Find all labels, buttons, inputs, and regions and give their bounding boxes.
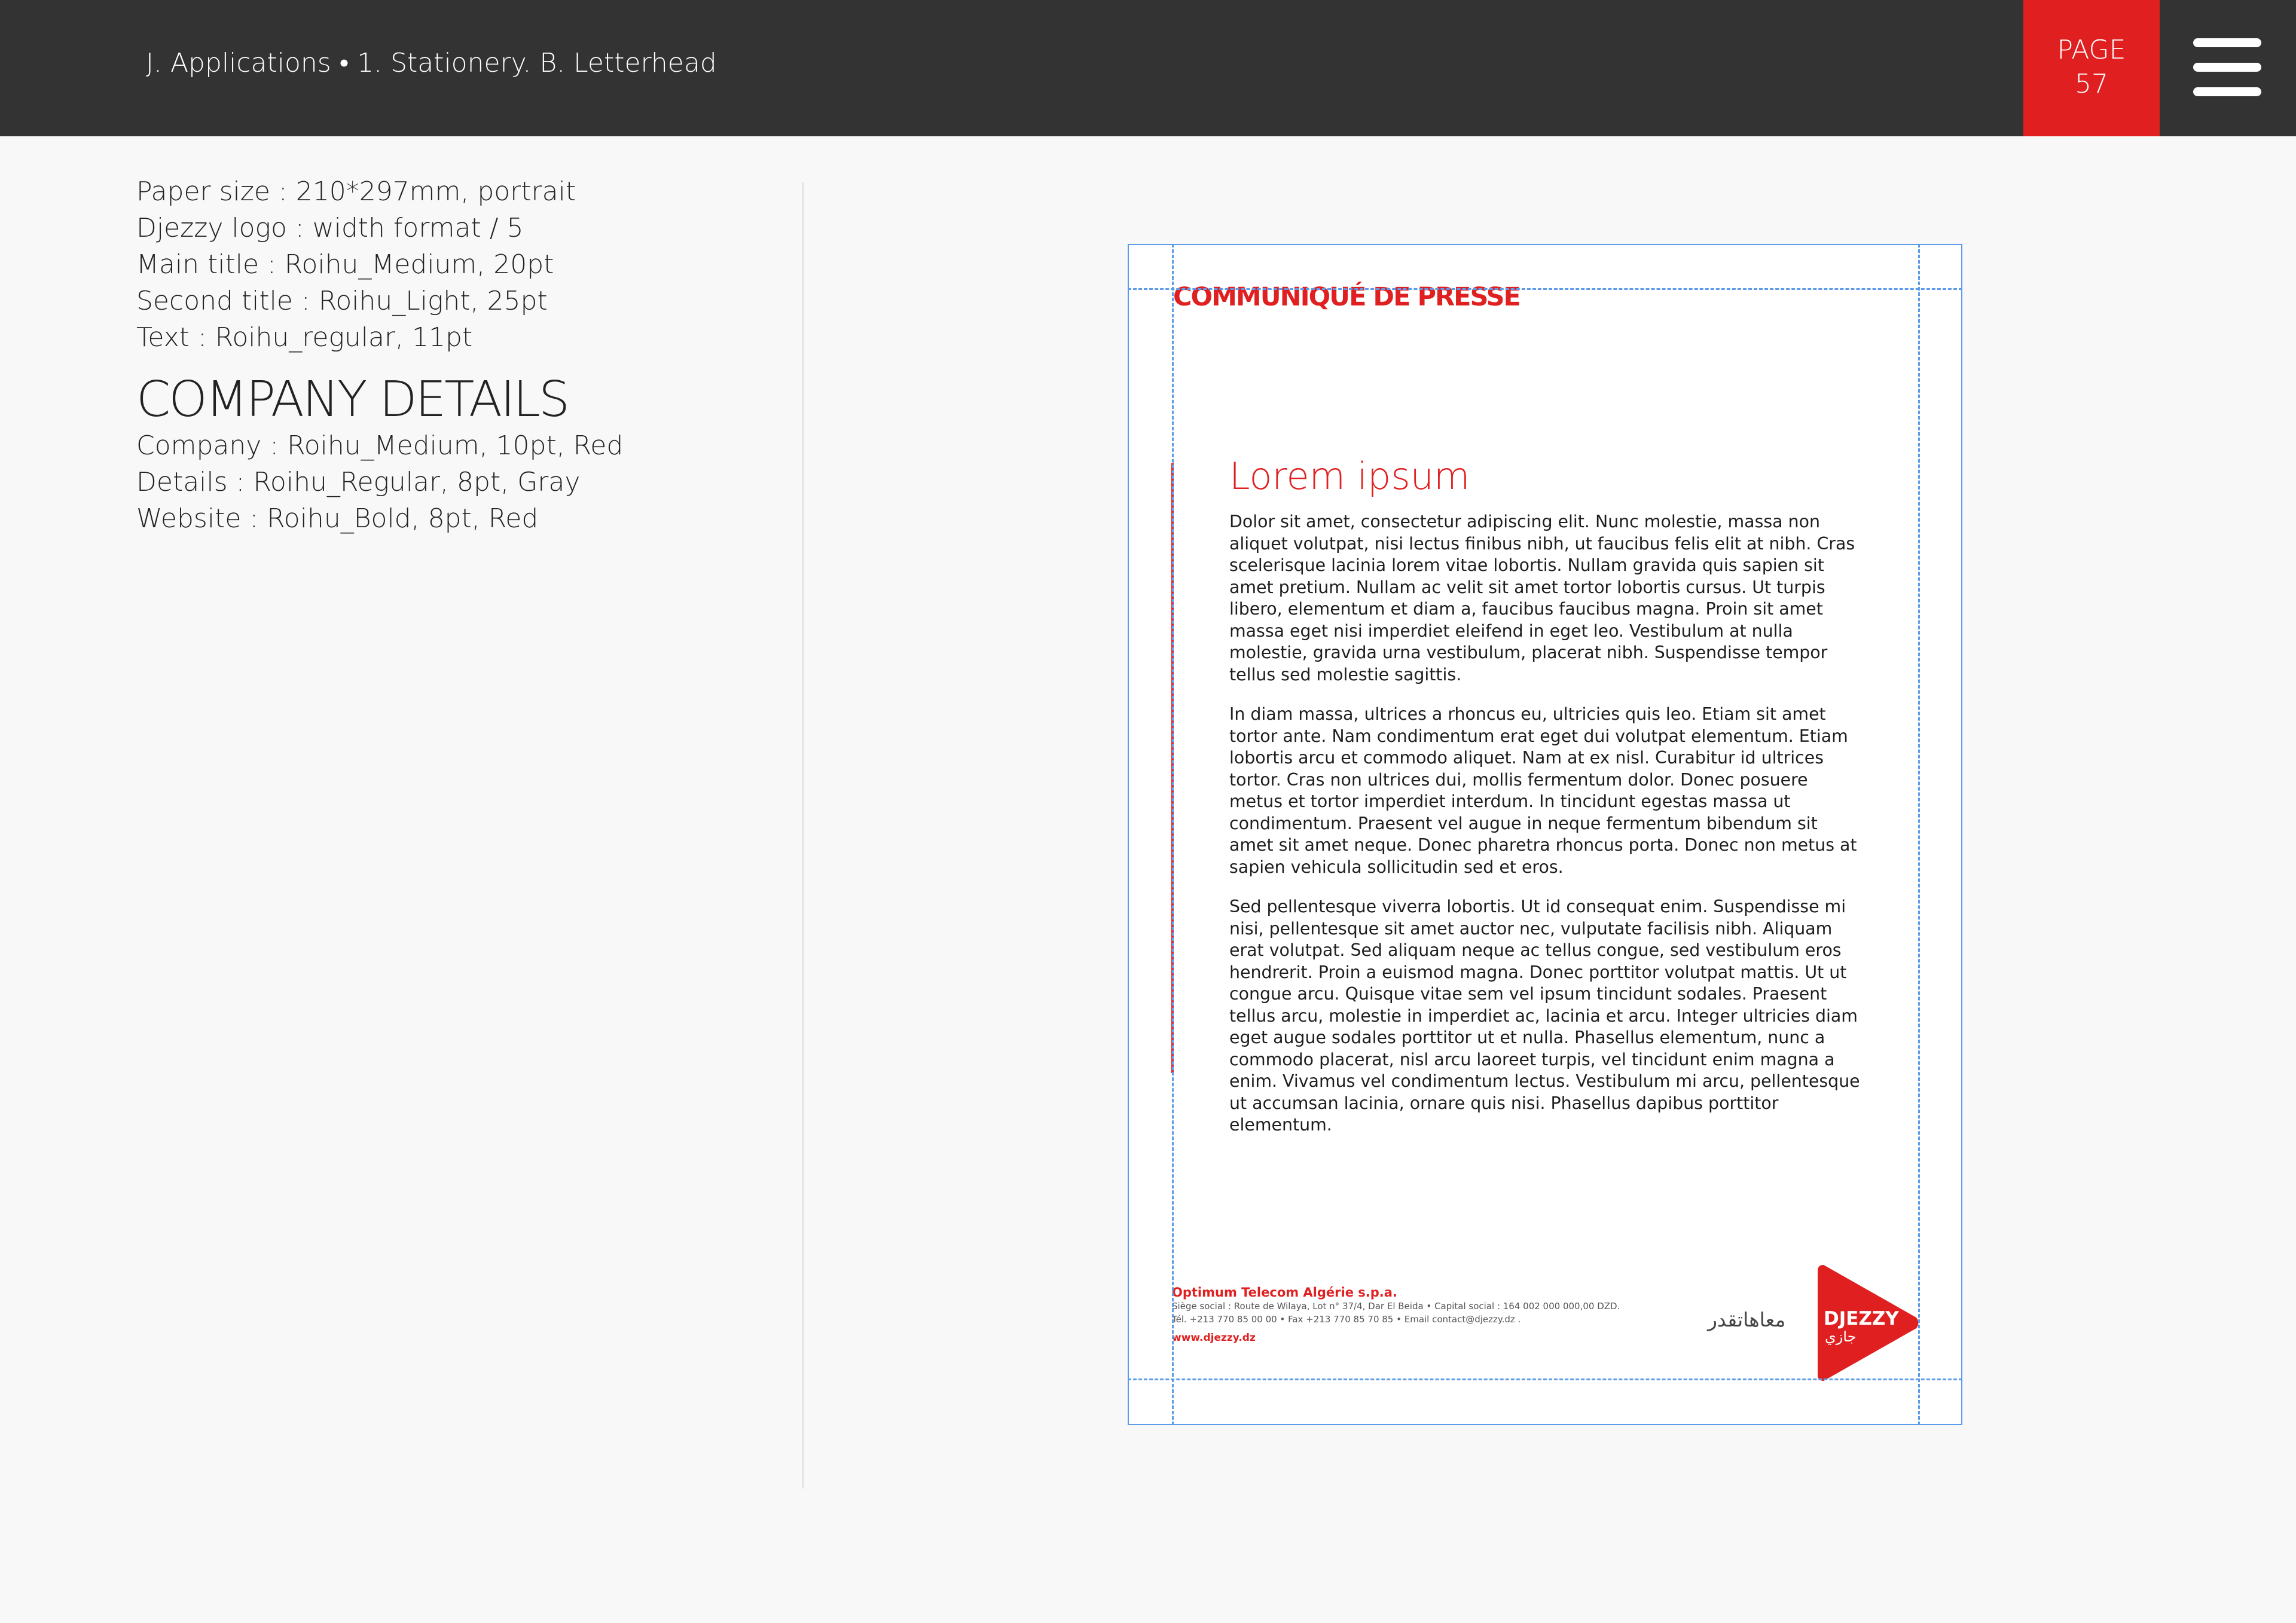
spec-company: Company : Roihu_Medium, 10pt, Red: [136, 430, 624, 461]
arabic-tagline: معاهاتقدر: [1708, 1308, 1786, 1331]
spec-website: Website : Roihu_Bold, 8pt, Red: [136, 503, 539, 534]
spec-logo: Djezzy logo : width format / 5: [136, 213, 524, 243]
company-website: www.djezzy.dz: [1172, 1332, 1256, 1344]
page-label: PAGE: [2057, 35, 2126, 65]
company-name: Optimum Telecom Algérie s.p.a.: [1172, 1285, 1397, 1300]
company-contact: Tél. +213 770 85 00 00 • Fax +213 770 85 70 85 • Email contact@djezzy.dz .: [1172, 1314, 1521, 1325]
logo-wordmark: DJEZZY: [1824, 1308, 1899, 1329]
bottom-margin-guide: [1128, 1379, 1962, 1380]
menu-bar-top: [2193, 38, 2261, 47]
spec-second-title: Second title : Roihu_Light, 25pt: [136, 286, 548, 316]
letter-paragraph: In diam massa, ultrices a rhoncus eu, ultricies quis leo. Etiam sit amet tortor ante. Nam condimentum erat eget dui volutpat elementum. Etiam lobortis arcu et commodo aliquet. Nam at ex nisl. Curabitur id ultrices tortor. Cras non ultrices dui, mollis fermentum dolor. Donec posuere metus et tortor imperdiet interdum. In tincidunt egestas massa ut condimentum. Praesent vel augue in neque fermentum bibendum sit amet sit amet neque. Donec pharetra rhoncus porta. Donec non metus at sapien vehicula sollicitudin sed et eros.: [1229, 704, 1857, 877]
hamburger-menu-icon[interactable]: [2193, 38, 2261, 98]
spec-main-title: Main title : Roihu_Medium, 20pt: [136, 249, 554, 280]
letter-heading: Lorem ipsum: [1229, 454, 1470, 498]
company-details-heading: COMPANY DETAILS: [136, 371, 569, 428]
spec-paper-size: Paper size : 210*297mm, portrait: [136, 176, 576, 207]
spec-panel: [136, 173, 623, 537]
breadcrumb: J. Applications • 1. Stationery. B. Letterhead: [146, 48, 717, 78]
page-number-badge: [2023, 0, 2160, 136]
menu-bar-middle: [2193, 63, 2261, 72]
press-release-title: COMMUNIQUÉ DE PRESSE: [1173, 282, 1520, 312]
letter-paragraph: Sed pellentesque viverra lobortis. Ut id consequat enim. Suspendisse mi nisi, pellentesque sit amet auctor nec, vulputate facilisis nibh. Aliquam erat volutpat. Sed aliquam neque ac tellus congue, sed vestibulum eros hendrerit. Proin a euismod magna. Donec porttitor volutpat mattis. Ut ut congue arcu. Quisque vitae sem vel ipsum tincidunt sodales. Praesent tellus arcu, molestie in imperdiet ac, lacinia et arcu. Integer ultricies diam eget augue sodales porttitor ut et nulla. Phasellus elementum, nunc a commodo placerat, nisl arcu laoreet turpis, vel tincidunt enim magna a enim. Vivamus vel condimentum lectus. Vestibulum mi arcu, pellentesque ut accumsan lacinia, ornare quis nisi. Phasellus dapibus porttitor elementum.: [1229, 897, 1860, 1135]
vertical-divider: [802, 182, 804, 1488]
logo-arabic-wordmark: جازي: [1825, 1328, 1857, 1345]
letter-paragraph: Dolor sit amet, consectetur adipiscing elit. Nunc molestie, massa non aliquet volutpat, nisi lectus finibus nibh, ut faucibus felis elit at nibh. Cras scelerisque lacinia lorem vitae lobortis. Nullam gravida quis sapien sit amet pretium. Nullam ac velit sit amet tortor lobortis cursus. Ut turpis libero, elementum et diam a, faucibus faucibus magna. Proin sit amet massa eget nisi imperdiet eleifend in eget leo. Vestibulum at nulla molestie, gravida urna vestibulum, placerat nibh. Suspendisse tempor tellus sed molestie sagittis.: [1229, 512, 1855, 684]
spec-details: Details : Roihu_Regular, 8pt, Gray: [136, 467, 581, 497]
left-margin-guide: [1172, 244, 1174, 1425]
top-margin-guide: [1128, 288, 1962, 290]
top-header-bar: [0, 0, 2296, 136]
spec-text: Text : Roihu_regular, 11pt: [136, 322, 473, 353]
menu-bar-bottom: [2193, 87, 2261, 96]
company-address: Siège social : Route de Wilaya, Lot n° 37/4, Dar El Beida • Capital social : 164 002 000 000,00 DZD.: [1172, 1301, 1620, 1312]
right-margin-guide: [1918, 244, 1920, 1425]
page-frame-guide: [1128, 244, 1962, 1425]
page-number: 57: [2075, 69, 2108, 99]
